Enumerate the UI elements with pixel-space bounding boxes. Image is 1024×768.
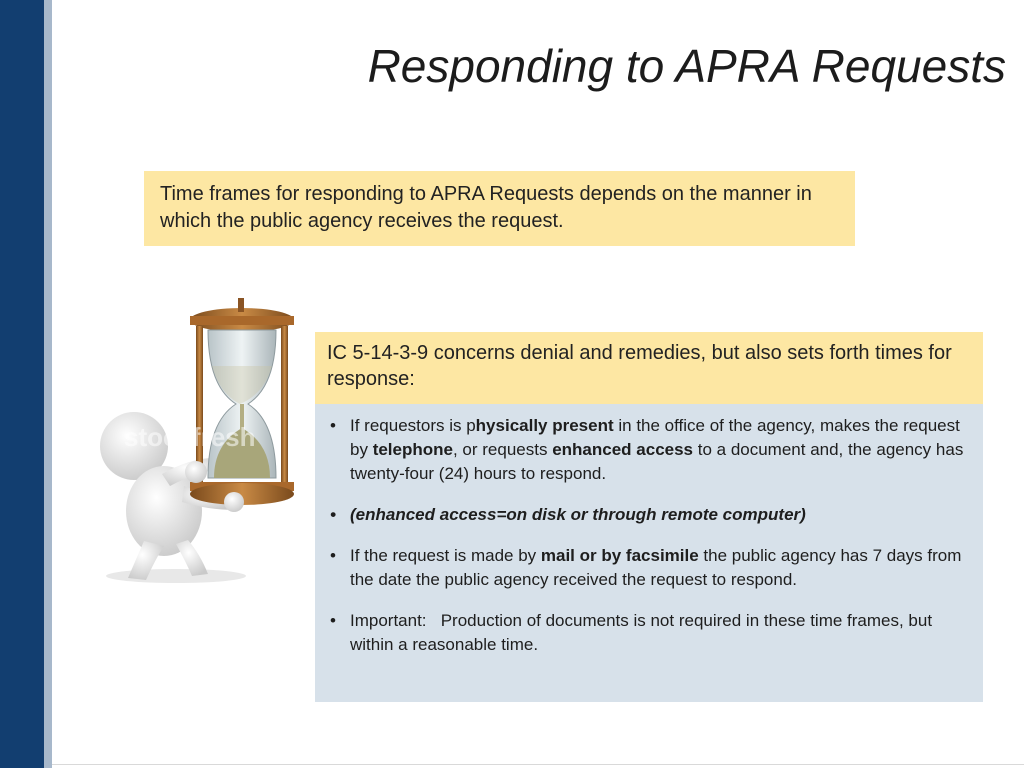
bullet-text: the public agency has 7 days from the date the public agency received the request to respond. — [350, 546, 962, 589]
panel-header-text: IC 5-14-3-9 concerns denial and remedies, but also sets forth times for response: — [327, 342, 952, 390]
bullet-text: If the request is made by — [350, 546, 541, 565]
sidebar-band — [0, 0, 44, 768]
bullet-bold-text: enhanced access — [552, 440, 694, 459]
sidebar-stripe — [44, 0, 52, 768]
slide-title: Responding to APRA Requests — [367, 40, 1006, 92]
bullet-text: Important: Production of documents is not required in these time frames, but within a reasonable time. — [350, 611, 937, 654]
bullet-dot-icon: • — [330, 546, 336, 565]
panel-body — [315, 404, 983, 702]
hourglass-person-svg — [84, 296, 306, 586]
bullet-text: to a document and, the agency has twenty-four (24) hours to respond. — [350, 440, 964, 483]
intro-text: Time frames for responding to APRA Requests depends on the manner in which the public agency receives the request. — [160, 183, 812, 232]
bottom-divider — [52, 764, 1024, 765]
bullet-item — [325, 544, 969, 592]
panel-header — [315, 332, 983, 404]
bullet-text: , or requests — [452, 440, 553, 459]
detail-panel — [315, 332, 983, 702]
bullet-item — [325, 609, 969, 657]
bullet-text: (enhanced access=on disk or through remote computer) — [350, 505, 806, 524]
bullet-item — [325, 414, 969, 486]
bullet-dot-icon: • — [330, 611, 336, 630]
bullet-dot-icon: • — [330, 505, 336, 524]
bullet-bold-text: mail or by facsimile — [540, 546, 699, 565]
bullet-dot-icon: • — [330, 416, 336, 435]
watermark-text: stockfresh — [124, 422, 256, 452]
bullet-text: If requestors is p — [350, 416, 476, 435]
bullet-text: in the office of the agency, makes the request by — [350, 416, 960, 459]
bullet-item — [325, 503, 969, 527]
bullet-bold-text: hysically present — [475, 416, 614, 435]
intro-banner — [144, 171, 855, 246]
hourglass-person-illustration — [84, 296, 306, 586]
bullet-bold-text: telephone — [372, 440, 453, 459]
